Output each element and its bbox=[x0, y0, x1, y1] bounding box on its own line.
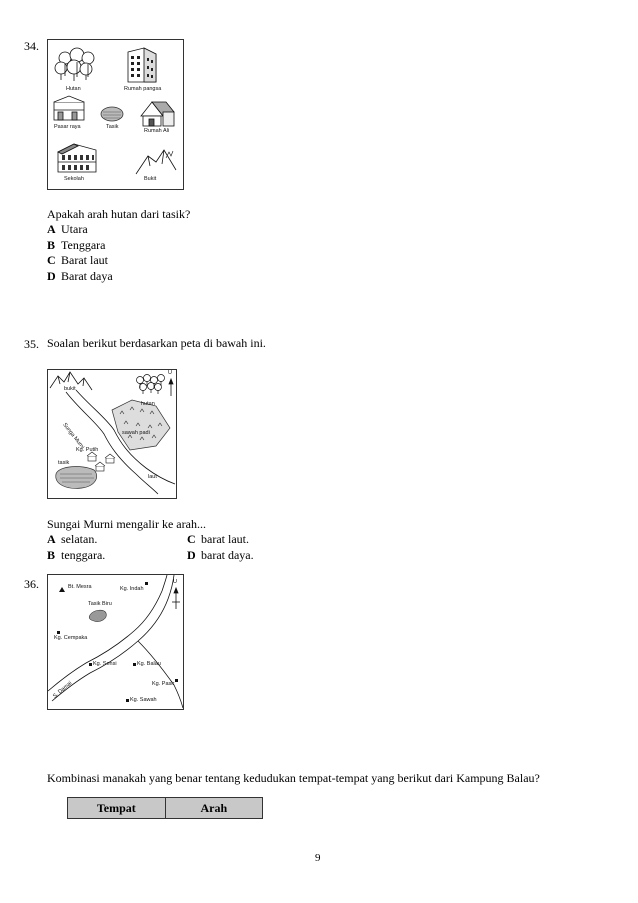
q35-option-d[interactable] bbox=[187, 548, 254, 564]
hill-icon bbox=[136, 150, 176, 174]
q36-label-bt-mesra: Bt. Mesra bbox=[68, 584, 92, 590]
q36-label-kg-sensi: Kg. Sensi bbox=[93, 661, 117, 667]
q34-label-rumah-pangsa: Rumah pangsa bbox=[124, 86, 162, 92]
q36-map bbox=[47, 574, 184, 710]
lake-icon bbox=[56, 467, 97, 489]
question-35-text: Sungai Murni mengalir ke arah... bbox=[47, 517, 206, 531]
option-text: barat laut. bbox=[201, 532, 249, 546]
option-letter: C bbox=[47, 253, 56, 267]
q34-label-bukit: Bukit bbox=[144, 176, 157, 182]
q34-label-hutan: Hutan bbox=[66, 86, 81, 92]
option-text: Utara bbox=[61, 222, 88, 236]
option-letter: B bbox=[47, 548, 56, 562]
q34-label-sekolah: Sekolah bbox=[64, 176, 84, 182]
q35-option-a[interactable] bbox=[47, 532, 97, 548]
q35-label-bukit: bukit bbox=[64, 386, 76, 392]
q35-label-kg-putih: Kg. Putih bbox=[76, 447, 99, 453]
table-header-row bbox=[68, 798, 263, 819]
question-36-number: 36. bbox=[24, 577, 39, 591]
option-text: barat daya. bbox=[201, 548, 254, 562]
q36-label-kg-cempaka: Kg. Cempaka bbox=[54, 635, 88, 641]
question-35-intro: Soalan berikut berdasarkan peta di bawah ini. bbox=[47, 336, 266, 350]
lake-icon bbox=[89, 610, 106, 621]
q35-label-laut: laut bbox=[148, 474, 157, 480]
north-arrow-icon bbox=[172, 588, 180, 609]
option-letter: C bbox=[187, 532, 196, 546]
north-arrow-icon bbox=[169, 379, 173, 396]
option-letter: A bbox=[47, 222, 56, 236]
mountain-marker-icon bbox=[59, 587, 65, 592]
question-34-options bbox=[47, 222, 113, 284]
header-arah: Arah bbox=[165, 798, 262, 819]
question-36-text: Kombinasi manakah yang benar tentang kedudukan tempat-tempat yang berikut dari Kampung Balau? bbox=[47, 771, 540, 785]
q36-answer-table bbox=[67, 797, 263, 819]
option-letter: D bbox=[187, 548, 196, 562]
q35-map bbox=[47, 369, 177, 499]
q35-option-c[interactable] bbox=[187, 532, 249, 548]
q35-label-sawah-padi: sawah padi bbox=[122, 430, 150, 436]
q36-label-north: U bbox=[173, 579, 177, 585]
q36-label-tasik-biru: Tasik Biru bbox=[88, 601, 112, 607]
ali-house-icon bbox=[141, 102, 174, 126]
q34-label-tasik: Tasik bbox=[106, 124, 119, 130]
q34-label-rumah-ali: Rumah Ali bbox=[144, 128, 170, 134]
q36-label-kg-sawah: Kg. Sawah bbox=[130, 697, 157, 703]
forest-icon bbox=[55, 48, 94, 81]
supermarket-icon bbox=[54, 96, 84, 120]
q34-option-b[interactable] bbox=[47, 238, 113, 254]
q36-label-s-damai: S. Damai bbox=[52, 680, 74, 700]
page-number: 9 bbox=[315, 852, 321, 864]
q34-map-drawing bbox=[48, 40, 183, 189]
q36-label-kg-indah: Kg. Indah bbox=[120, 586, 144, 592]
q34-picture-map bbox=[47, 39, 184, 190]
q35-option-b[interactable] bbox=[47, 548, 105, 564]
q35-label-tasik: tasik bbox=[58, 460, 70, 466]
q34-label-pasar-raya: Pasar raya bbox=[54, 124, 81, 130]
option-text: Tenggara bbox=[61, 237, 106, 252]
q36-label-kg-balau: Kg. Balau bbox=[137, 661, 161, 667]
question-34-text: Apakah arah hutan dari tasik? bbox=[47, 207, 191, 221]
q35-label-north: U bbox=[168, 370, 172, 376]
forest-icon bbox=[137, 375, 165, 395]
village-houses-icon bbox=[87, 452, 115, 471]
q34-option-d[interactable] bbox=[47, 269, 113, 285]
paddy-field-icon bbox=[112, 400, 170, 450]
q35-label-hutan: hutan bbox=[141, 401, 155, 407]
option-text: Barat laut bbox=[61, 253, 108, 267]
q34-option-a[interactable] bbox=[47, 222, 113, 238]
school-icon bbox=[58, 144, 96, 172]
option-letter: B bbox=[47, 237, 56, 252]
q34-option-c[interactable] bbox=[47, 253, 113, 269]
lake-icon bbox=[101, 107, 123, 121]
question-34-number: 34. bbox=[24, 39, 39, 53]
option-letter: D bbox=[47, 268, 56, 283]
header-tempat: Tempat bbox=[68, 798, 166, 819]
q35-label-sungai: Sunga Murni bbox=[61, 422, 86, 451]
q36-label-kg-pasir: Kg. Pasir bbox=[152, 681, 175, 687]
option-letter: A bbox=[47, 532, 56, 546]
option-text: Barat daya bbox=[61, 268, 113, 283]
option-text: selatan. bbox=[61, 532, 98, 546]
flats-building-icon bbox=[128, 48, 156, 82]
option-text: tenggara. bbox=[61, 548, 106, 562]
question-35-number: 35. bbox=[24, 337, 39, 351]
